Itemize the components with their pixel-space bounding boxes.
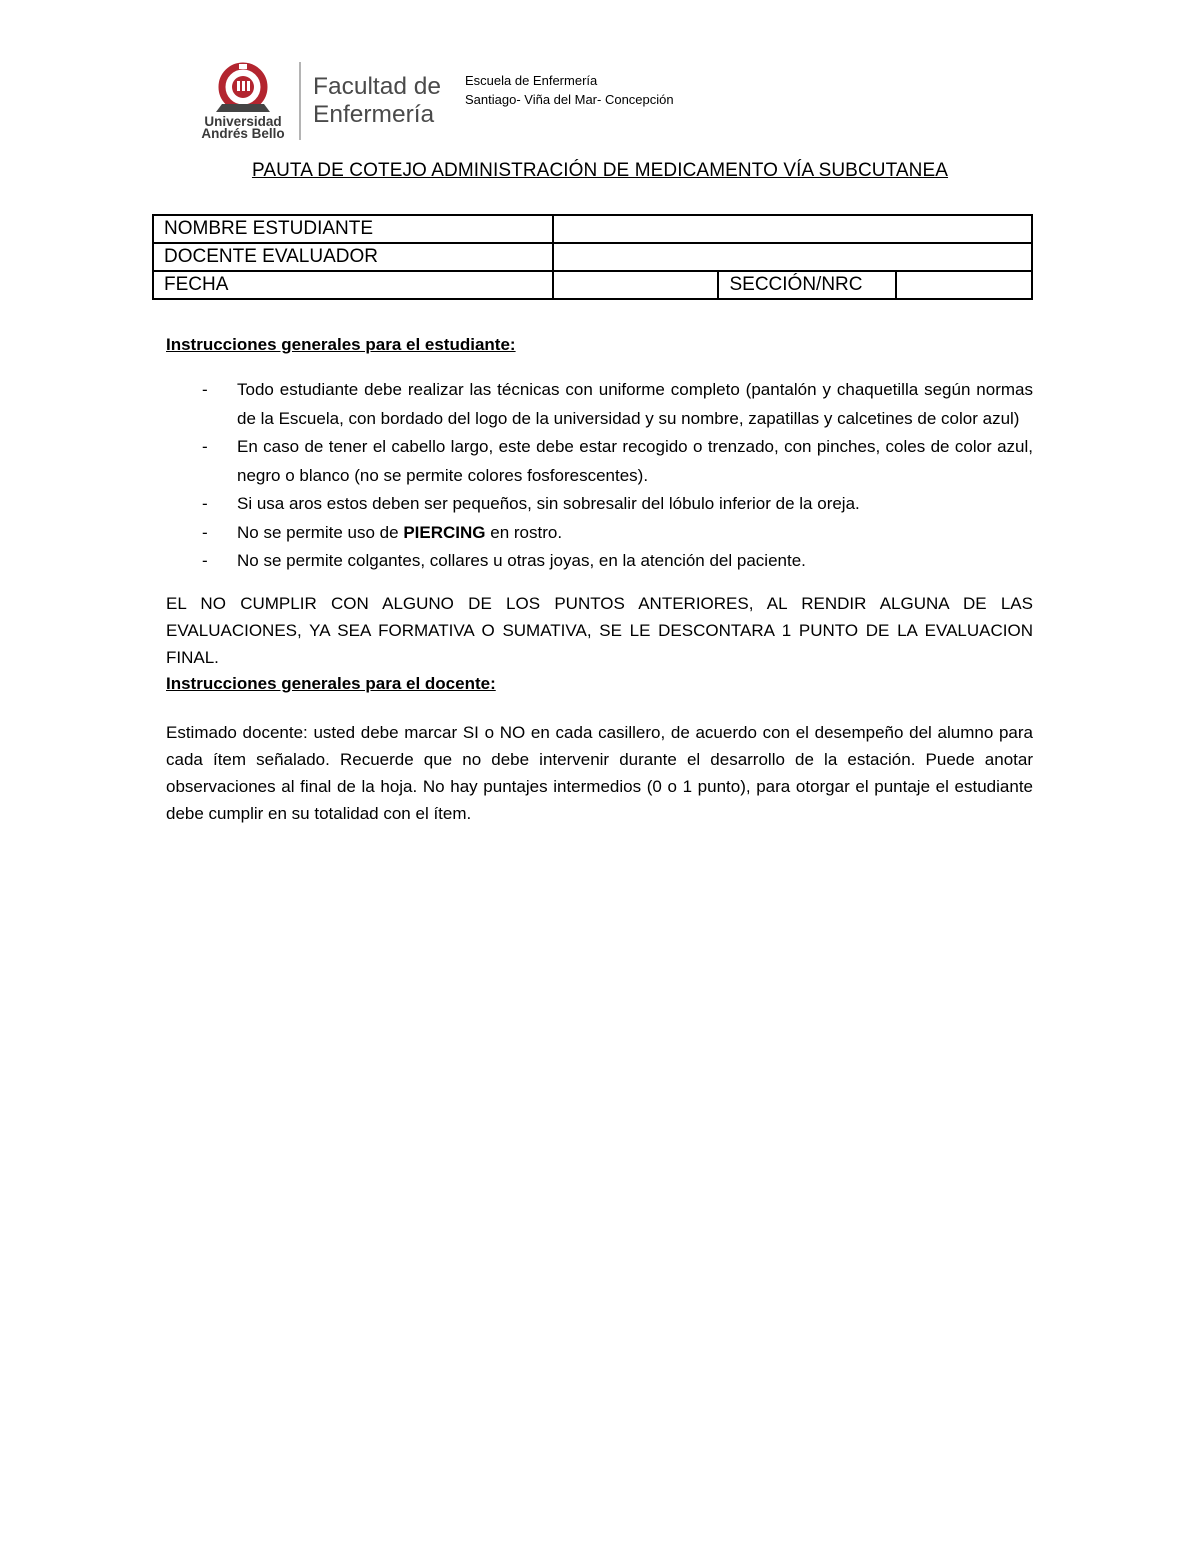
rule-text: En caso de tener el cabello largo, este debe estar recogido o trenzado, con pinches, coles de color azul, negro o blanco (no se permite colores fosforescentes). [237, 437, 1033, 485]
svg-text:Facultad de: Facultad de [313, 73, 442, 100]
bullet-dash: - [202, 551, 208, 570]
list-item [166, 433, 1033, 490]
bullet-dash: - [202, 380, 208, 399]
section-label: SECCIÓN/NRC [718, 271, 896, 299]
bullet-dash: - [202, 522, 208, 542]
rule-text: No se permite uso de [237, 522, 399, 542]
date-label: FECHA [153, 271, 553, 299]
svg-text:Andrés Bello: Andrés Bello [201, 126, 285, 141]
school-name: Escuela de Enfermería [465, 73, 598, 88]
date-field[interactable] [553, 271, 718, 299]
section-field[interactable] [896, 271, 1032, 299]
svg-text:Enfermería: Enfermería [313, 101, 435, 128]
student-name-field[interactable] [553, 215, 1032, 243]
student-instructions-heading: Instrucciones generales para el estudiante: [166, 335, 516, 354]
list-item [166, 490, 1033, 519]
university-logo [196, 60, 456, 142]
school-info [465, 71, 674, 109]
rule-text-tail: en rostro. [490, 522, 563, 542]
teacher-field[interactable] [553, 243, 1032, 271]
penalty-warning: EL NO CUMPLIR CON ALGUNO DE LOS PUNTOS ANTERIORES, AL RENDIR ALGUNA DE LAS EVALUACIONES, YA SEA FORMATIVA O SUMATIVA, SE LE DESCONTARA 1 PUNTO DE LA EVALUACION FINAL. [166, 593, 1033, 667]
rule-text: No se permite colgantes, collares u otras joyas, en la atención del paciente. [237, 551, 806, 570]
rule-text: Si usa aros estos deben ser pequeños, sin sobresalir del lóbulo inferior de la oreja. [237, 494, 860, 513]
bullet-dash: - [202, 494, 208, 513]
campuses: Santiago- Viña del Mar- Concepción [465, 92, 674, 107]
list-item [166, 376, 1033, 433]
table-row [153, 271, 1032, 299]
student-info-table [152, 214, 1033, 300]
teacher-instructions-heading: Instrucciones generales para el docente: [166, 673, 496, 693]
table-row [153, 215, 1032, 243]
svg-text:Universidad: Universidad [204, 114, 282, 129]
document-title: PAUTA DE COTEJO ADMINISTRACIÓN DE MEDICAMENTO VÍA SUBCUTANEA [251, 160, 949, 181]
teacher-label: DOCENTE EVALUADOR [153, 243, 553, 271]
table-row [153, 243, 1032, 271]
rule-text: Todo estudiante debe realizar las técnicas con uniforme completo (pantalón y chaquetilla según normas de la Escuela, con bordado del logo de la universidad y su nombre, zapatillas y calcetines de color azul) [237, 380, 1033, 428]
teacher-instructions-text: Estimado docente: usted debe marcar SI o NO en cada casillero, de acuerdo con el desempeño del alumno para cada ítem señalado. Recuerde que no debe intervenir durante el desarrollo de la estación. Puede anotar observaciones al final de la hoja. No hay puntajes intermedios (0 o 1 punto), para otorgar el puntaje el estudiante debe cumplir en su totalidad con el ítem. [166, 722, 1033, 823]
rule-emphasis: PIERCING [403, 522, 486, 542]
list-item [166, 547, 1033, 576]
instructions-section [166, 332, 1033, 827]
list-item [166, 519, 1033, 548]
student-name-label: NOMBRE ESTUDIANTE [153, 215, 553, 243]
university-seal-icon [216, 64, 270, 112]
student-rules-list [166, 376, 1033, 576]
bullet-dash: - [202, 437, 208, 456]
